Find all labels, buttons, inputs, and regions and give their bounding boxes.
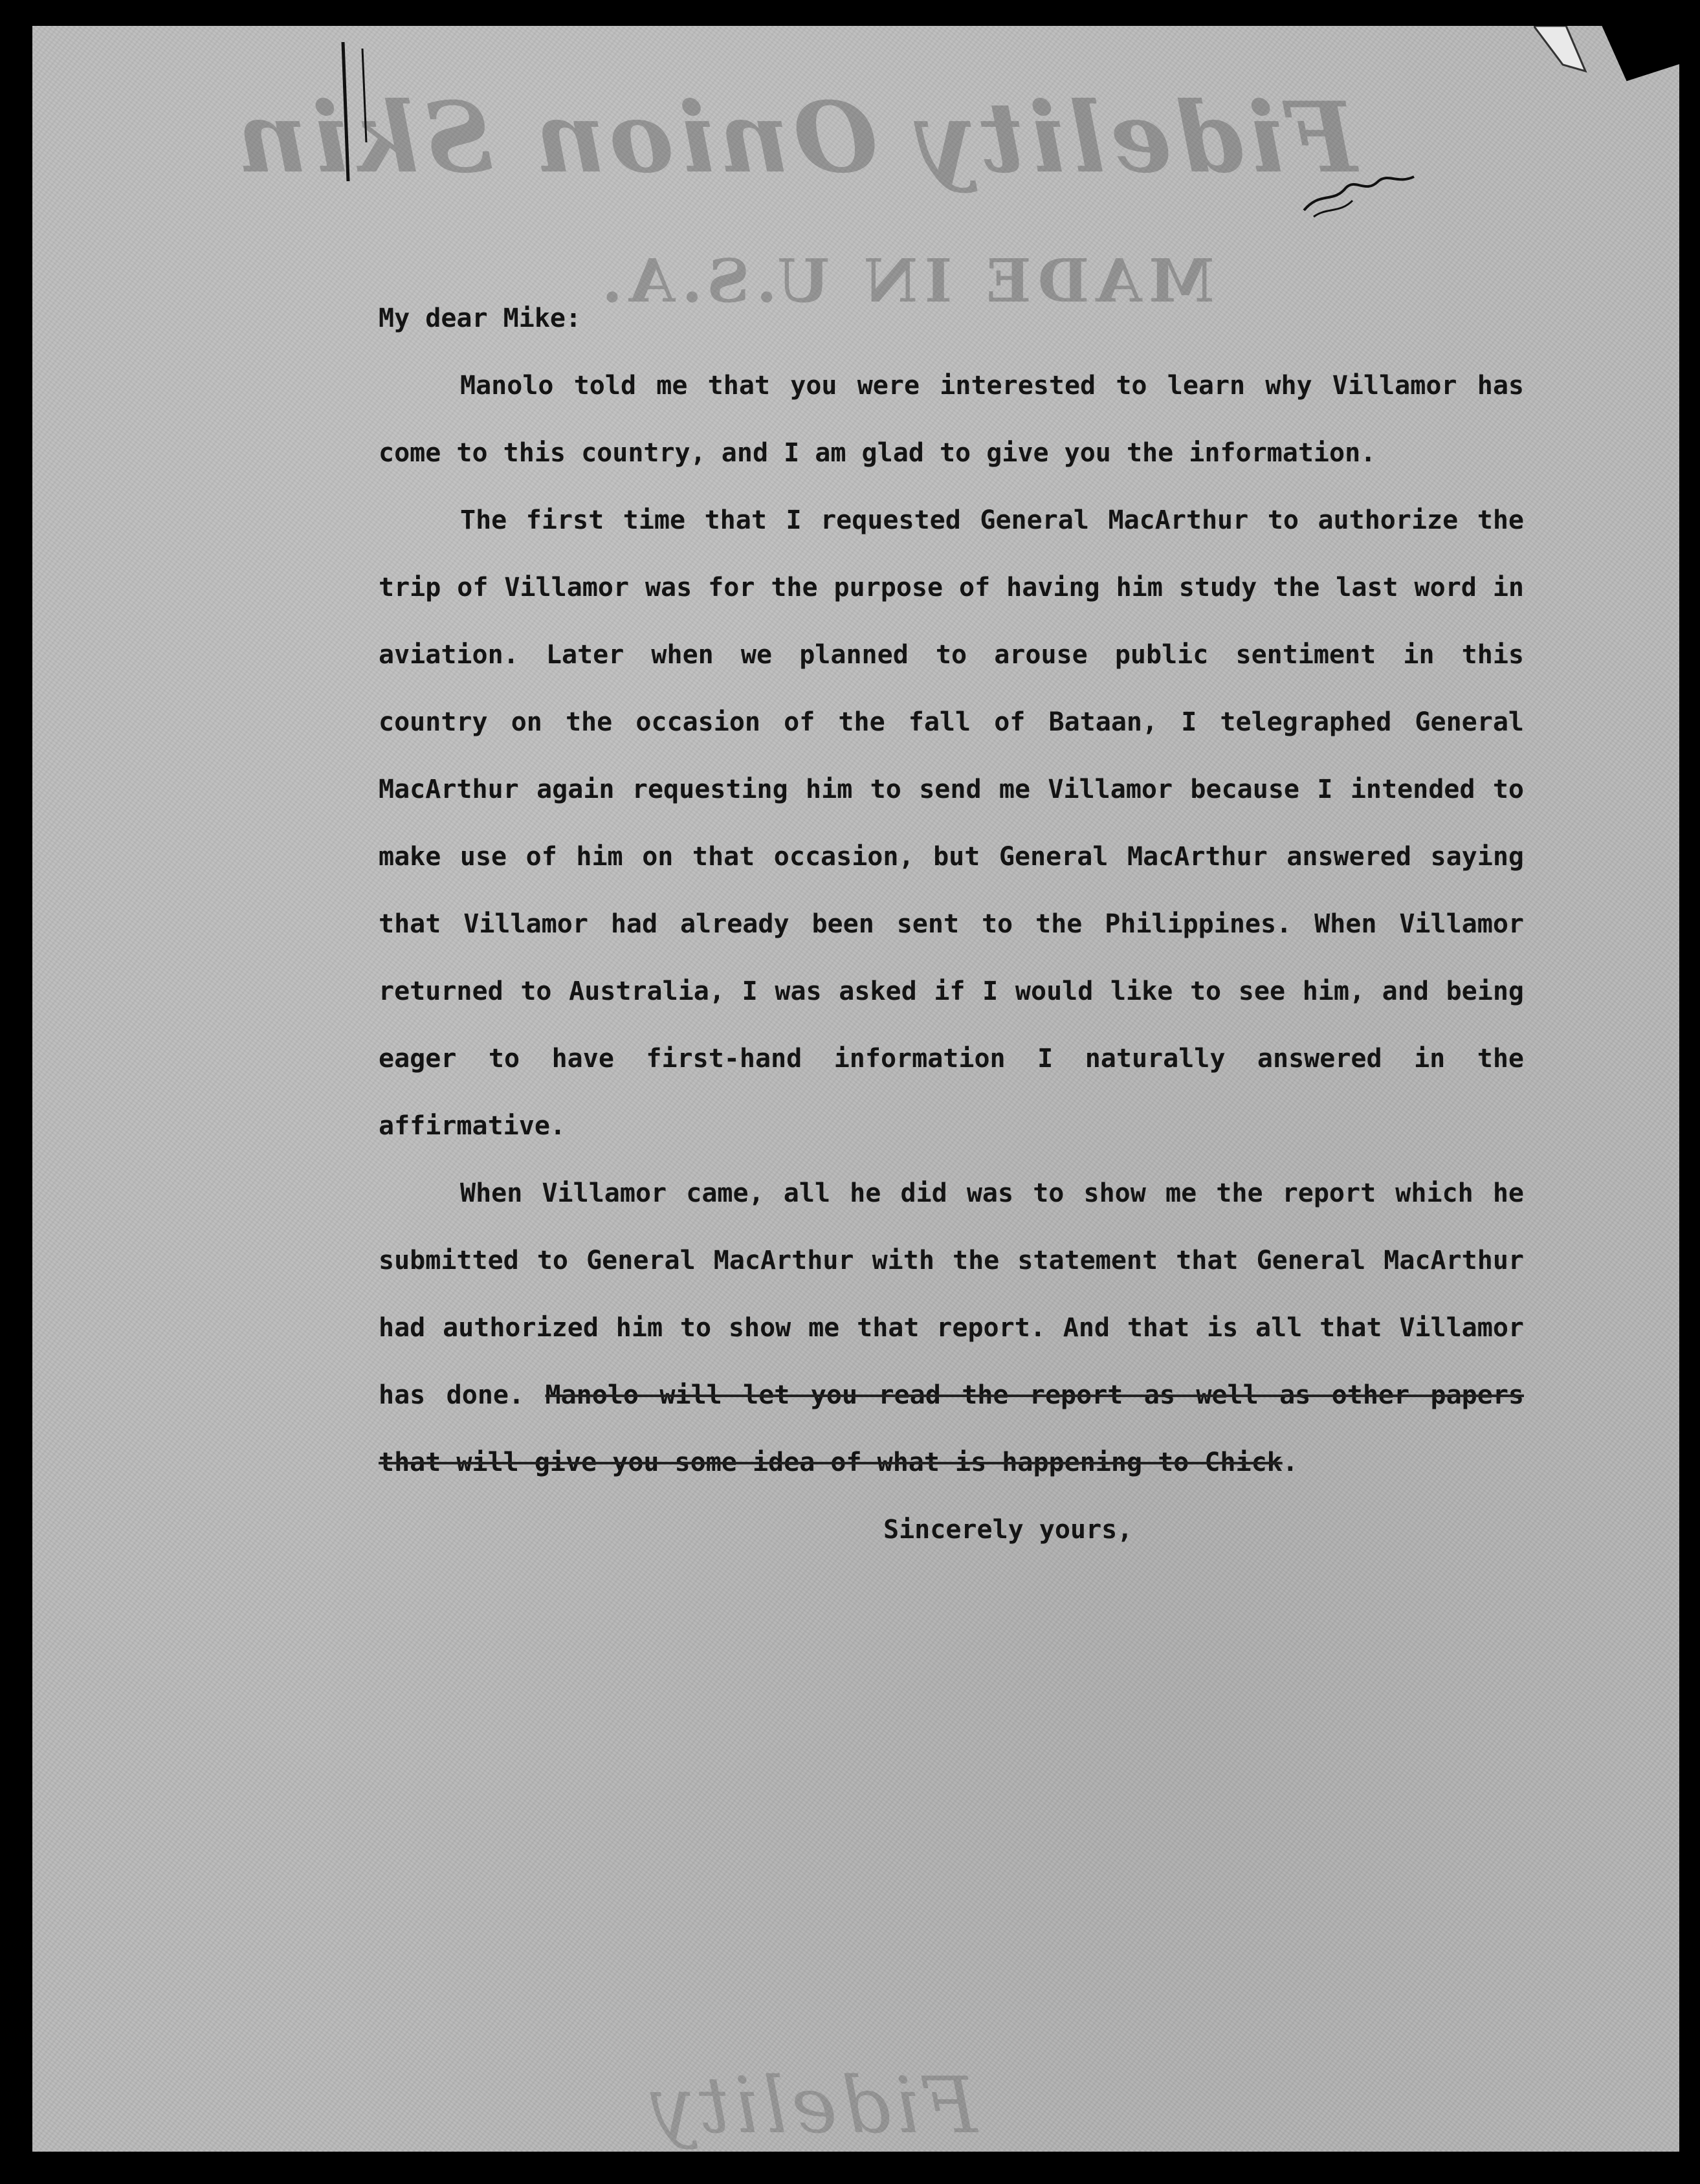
paragraph-2-text: The first time that I requested General MacArthur to authorize the trip of Villamor was for the purpose of having him study the last word in aviation. Later when we planned to arouse public sentiment in this country on the occasion of the fall of Bataan, I telegraphed General MacArthur again requesting him to send me Villamor because I intended to make use of him on that occasion, but General MacArthur answered saying that Villamor had already been sent to the Philippines. When Villamor returned to Australia, I was asked if I would like to see him, and being eager to have first-hand information I naturally answered in the affirmative. — [379, 505, 1524, 1141]
struck-out-sentence: Manolo will let you read the report as well as other papers that will give you some idea of what is happening to Chick — [379, 1380, 1524, 1477]
paragraph-3-text: When Villamor came, all he did was to show me the report which he submitted to General MacArthur with the statement that General MacArthur had authorized him to show me that report. And that is all that Villamor has done. — [379, 1178, 1524, 1410]
folded-corner — [1534, 26, 1689, 116]
watermark-made-in: MADE IN U.S.A. — [595, 246, 1215, 316]
ink-scribble — [1301, 165, 1417, 223]
paragraph-1 — [379, 352, 1524, 487]
paragraph-3 — [379, 1160, 1524, 1496]
paragraph-3-end: . — [1282, 1448, 1298, 1477]
salutation: My dear Mike: — [379, 303, 582, 333]
paragraph-2 — [379, 487, 1524, 1160]
closing: Sincerely yours, — [883, 1515, 1133, 1545]
paragraph-1-text: Manolo told me that you were interested to learn why Villamor has come to this country, and I am glad to give you the information. — [379, 371, 1524, 468]
pen-mark — [337, 39, 375, 188]
letter-body — [379, 285, 1524, 1563]
watermark-brand: Fidelity Onion Skin — [233, 81, 1357, 195]
watermark-bottom: Fidelity — [647, 2061, 978, 2151]
